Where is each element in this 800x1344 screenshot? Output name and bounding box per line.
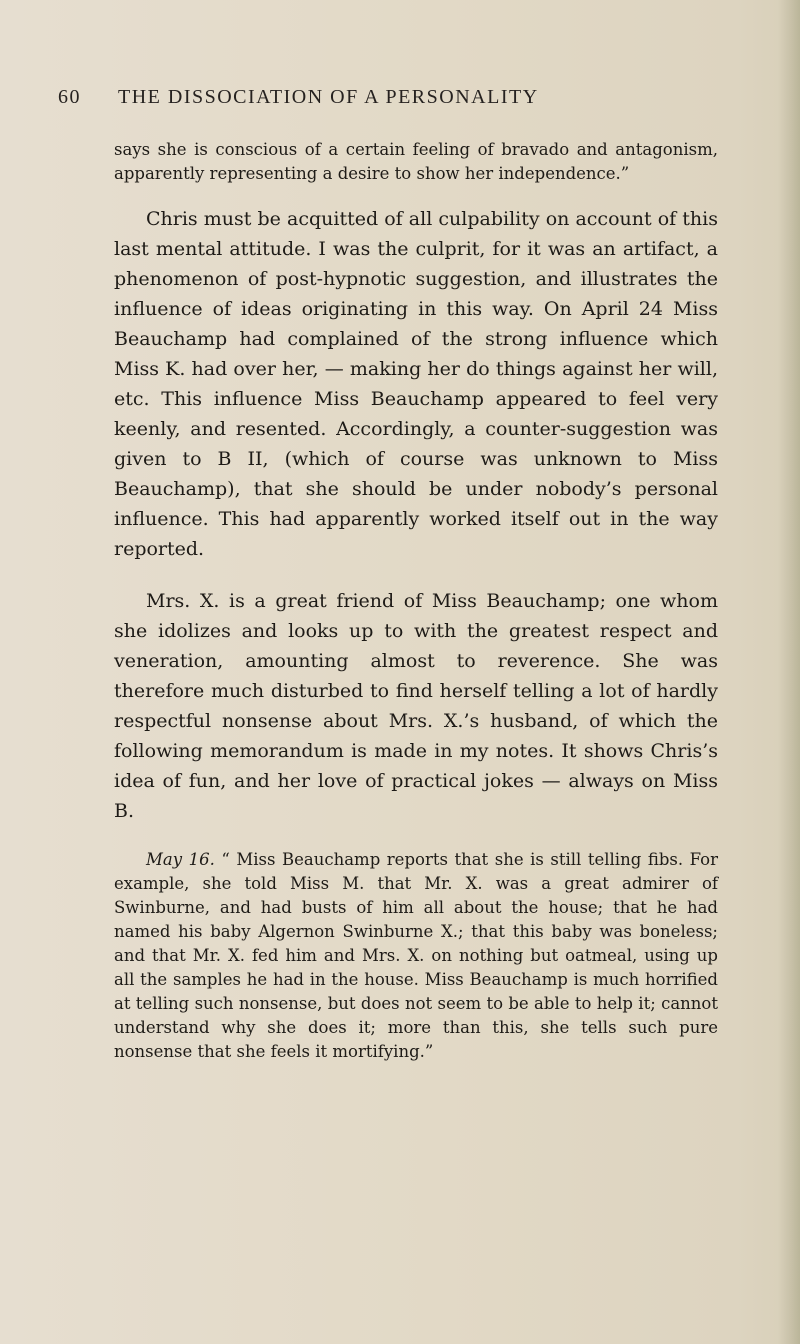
- page-edge-shading: [778, 0, 800, 1344]
- memorandum-text: “ Miss Beauchamp reports that she is still telling fibs. For example, she told Miss M. that Mr. X. was a great admirer of Swinburne, and had busts of him all about the house; that he had named his baby Algernon Swinburne X.; that this baby was boneless; and that Mr. X. fed him and Mrs. X. on nothing but oatmeal, using up all the samples he had in the house. Miss Beauchamp is much horrified at telling such nonsense, but does not seem to be able to help it; cannot understand why she does it; more than this, she tells such pure nonsense that she feels it mortifying.”: [114, 850, 718, 1061]
- paragraph-memorandum: [114, 848, 718, 1064]
- running-title: THE DISSOCIATION OF A PERSONALITY: [118, 86, 539, 108]
- paragraph-quote-continuation: says she is conscious of a certain feeling of bravado and antagonism, apparently representing a desire to show her independence.”: [114, 140, 718, 183]
- memorandum-date: May 16.: [146, 850, 215, 869]
- body-text: [114, 138, 718, 1064]
- page-number: 60: [58, 86, 81, 108]
- running-head: [58, 86, 718, 116]
- paragraph-mrs-x: Mrs. X. is a great friend of Miss Beauchamp; one whom she idolizes and looks up to with the greatest respect and veneration, amounting almost to reverence. She was therefore much disturbed to find herself telling a lot of hardly respectful nonsense about Mrs. X.’s husband, of which the following memorandum is made in my notes. It shows Chris’s idea of fun, and her love of practical jokes — always on Miss B.: [114, 590, 718, 822]
- paragraph-chris-acquitted: Chris must be acquitted of all culpability on account of this last mental attitude. I was the culprit, for it was an artifact, a phenomenon of post-hypnotic suggestion, and illustrates the influence of ideas originating in this way. On April 24 Miss Beauchamp had complained of the strong influence which Miss K. had over her, — making her do things against her will, etc. This influence Miss Beauchamp appeared to feel very keenly, and resented. Accordingly, a counter-suggestion was given to B II, (which of course was unknown to Miss Beauchamp), that she should be under nobody’s personal influence. This had apparently worked itself out in the way reported.: [114, 208, 718, 560]
